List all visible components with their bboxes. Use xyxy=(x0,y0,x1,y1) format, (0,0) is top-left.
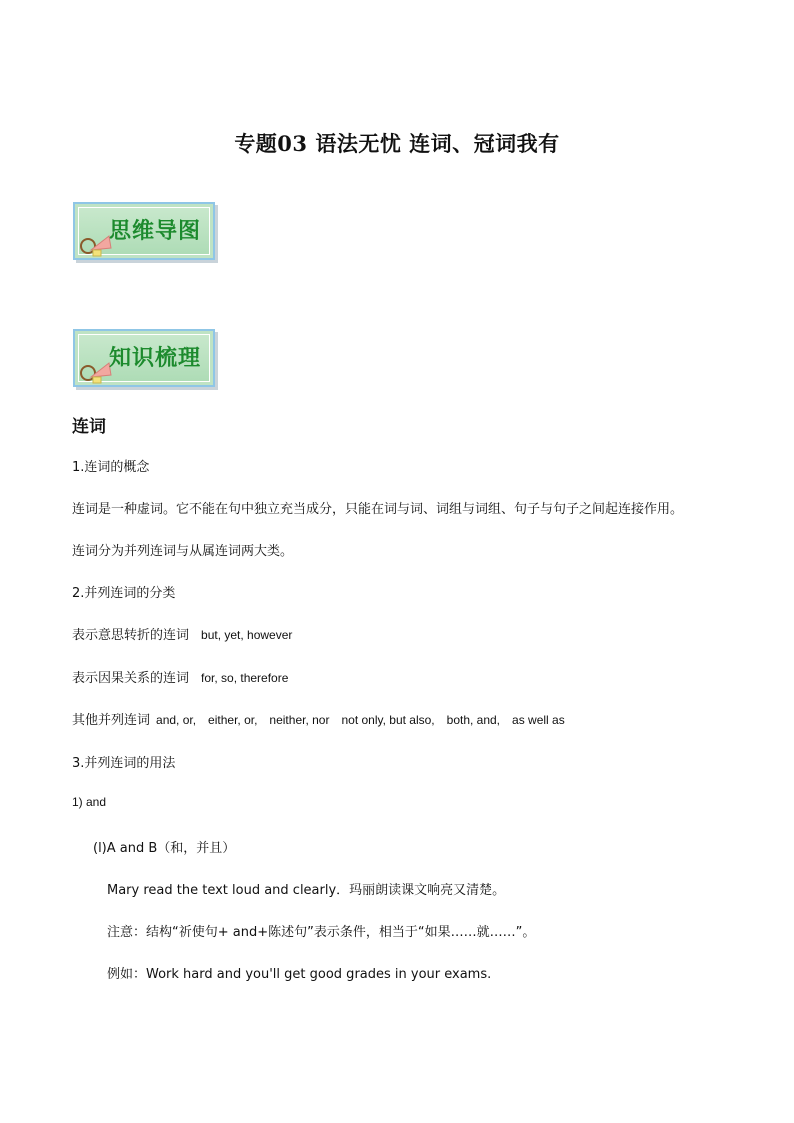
label: 其他并列连词 xyxy=(72,713,151,728)
usage-and: 1) and xyxy=(72,795,107,809)
mind-map-banner xyxy=(73,202,215,260)
examples: but, yet, however xyxy=(201,628,293,642)
example-item: either, or, xyxy=(208,713,258,727)
subheading-classification: 2.并列连词的分类 xyxy=(72,586,176,601)
example-item: as well as xyxy=(512,713,565,727)
examples: for, so, therefore xyxy=(201,671,289,685)
note-text: 注意：结构“祈使句+ and+陈述句”表示条件，相当于“如果……就……”。 xyxy=(107,925,536,940)
subheading-usage: 3.并列连词的用法 xyxy=(72,756,176,771)
label: 表示意思转折的连词 xyxy=(72,628,190,643)
line-cause xyxy=(72,667,288,686)
paragraph-types: 连词分为并列连词与从属连词两大类。 xyxy=(72,544,294,559)
example-item: and, or, xyxy=(156,713,197,727)
page-title: 专题03 语法无忧 连词、冠词我有 xyxy=(234,131,560,156)
subheading-concept: 1.连词的概念 xyxy=(72,460,150,475)
example-item: neither, nor xyxy=(269,713,330,727)
example-text: 例如：Work hard and you'll get good grades in your exams. xyxy=(107,967,492,982)
decoration-icon xyxy=(79,228,113,258)
example-item: both, and, xyxy=(446,713,501,727)
line-contrast xyxy=(72,624,292,643)
line-other xyxy=(72,709,565,728)
paragraph-definition: 连词是一种虚词。它不能在句中独立充当成分，只能在词与词、词组与词组、句子与句子之间起连接作用。 xyxy=(72,502,684,517)
decoration-icon xyxy=(79,355,113,385)
banner-label: 思维导图 xyxy=(109,219,202,244)
label: 表示因果关系的连词 xyxy=(72,671,190,686)
knowledge-banner xyxy=(73,329,215,387)
banner-label: 知识梳理 xyxy=(109,346,202,371)
usage-a-and-b: (l)A and B（和，并且） xyxy=(93,841,236,856)
section-heading: 连词 xyxy=(72,417,106,437)
example-sentence: Mary read the text loud and clearly．玛丽朗读课文响亮又清楚。 xyxy=(107,883,506,898)
example-item: not only, but also, xyxy=(341,713,435,727)
